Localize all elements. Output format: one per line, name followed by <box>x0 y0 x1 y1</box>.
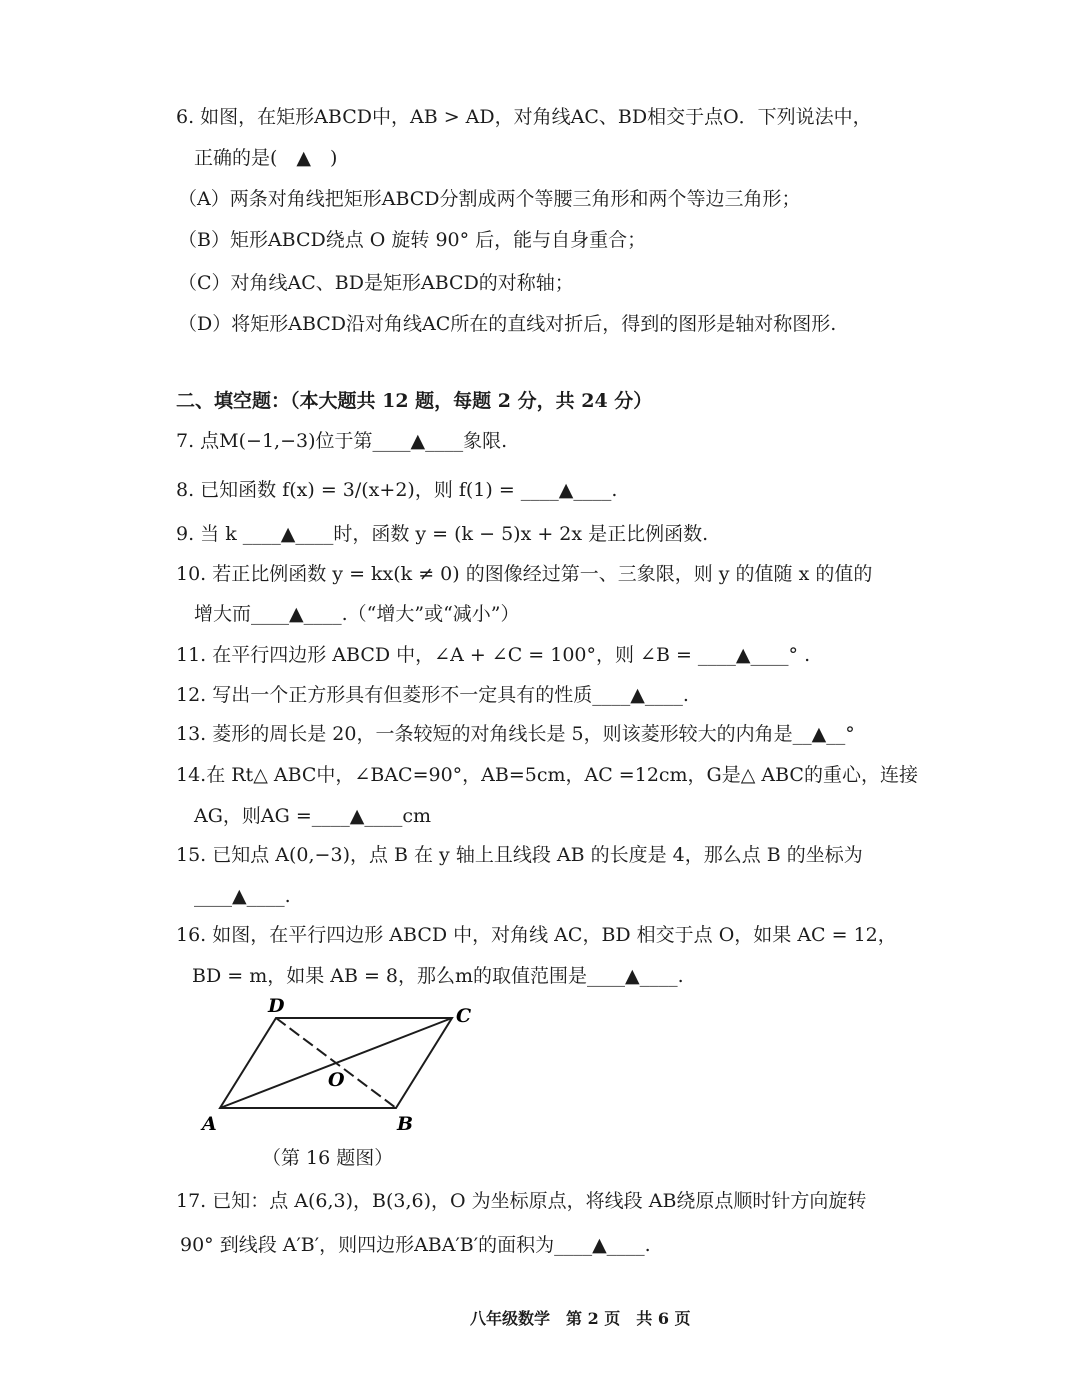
question-7: 7. 点M(−1,−3)位于第____▲____象限. <box>176 430 508 452</box>
question-9: 9. 当 k ____▲____时，函数 y = (k − 5)x + 2x 是正比例函数. <box>176 523 709 545</box>
q6-option-c: （C）对角线AC、BD是矩形ABCD的对称轴； <box>178 272 574 294</box>
diagonal-bd <box>276 1018 396 1108</box>
page-footer: 八年级数学 第 2 页 共 6 页 <box>470 1309 691 1328</box>
question-14-line1: 14.在 Rt△ ABC中，∠BAC=90°，AB=5cm，AC =12cm，G是△ ABC的重心，连接 <box>176 764 918 786</box>
q6-option-d: （D）将矩形ABCD沿对角线AC所在的直线对折后，得到的图形是轴对称图形. <box>178 313 837 335</box>
question-15-line1: 15. 已知点 A(0,−3)，点 B 在 y 轴上且线段 AB 的长度是 4，那么点 B 的坐标为 <box>176 844 863 866</box>
vertex-label-d: D <box>268 995 285 1017</box>
question-11: 11. 在平行四边形 ABCD 中，∠A + ∠C = 100°，则 ∠B = ____▲____° . <box>176 644 811 666</box>
question-13: 13. 菱形的周长是 20，一条较短的对角线长是 5，则该菱形较大的内角是__▲__° <box>176 723 855 745</box>
vertex-label-o: O <box>328 1069 345 1091</box>
question-10-line1: 10. 若正比例函数 y = kx(k ≠ 0) 的图像经过第一、三象限，则 y 的值随 x 的值的 <box>176 563 873 585</box>
question-16-line1: 16. 如图，在平行四边形 ABCD 中，对角线 AC，BD 相交于点 O，如果 AC = 12， <box>176 924 897 946</box>
question-16-line2: BD = m，如果 AB = 8，那么m的取值范围是____▲____. <box>192 965 684 987</box>
question-17-line2: 90° 到线段 A′B′，则四边形ABA′B′的面积为____▲____. <box>180 1234 651 1256</box>
section2-title: 二、填空题：（本大题共 12 题，每题 2 分，共 24 分） <box>176 390 653 412</box>
q6-option-b: （B）矩形ABCD绕点 O 旋转 90° 后，能与自身重合； <box>178 229 647 251</box>
question-15-line2: ____▲____. <box>194 885 291 907</box>
vertex-label-b: B <box>397 1113 414 1135</box>
question-10-line2: 增大而____▲____.（“增大”或“减小”） <box>194 603 520 625</box>
vertex-label-c: C <box>456 1005 472 1027</box>
vertex-label-a: A <box>202 1113 217 1135</box>
parallelogram-figure <box>190 990 490 1140</box>
q6-stem-line2: 正确的是( ▲ ) <box>194 147 338 169</box>
q6-stem-line1: 6. 如图，在矩形ABCD中，AB > AD，对角线AC、BD相交于点O．下列说法中， <box>176 106 872 128</box>
q6-option-a: （A）两条对角线把矩形ABCD分割成两个等腰三角形和两个等边三角形； <box>178 188 801 210</box>
question-17-line1: 17. 已知：点 A(6,3)，B(3,6)，O 为坐标原点，将线段 AB绕原点顺时针方向旋转 <box>176 1190 867 1212</box>
question-8: 8. 已知函数 f(x) = 3/(x+2)，则 f(1) = ____▲____. <box>176 479 618 501</box>
question-12: 12. 写出一个正方形具有但菱形不一定具有的性质____▲____. <box>176 684 689 706</box>
figure16-caption: （第 16 题图） <box>262 1147 394 1169</box>
question-14-line2: AG，则AG =____▲____cm <box>194 805 432 827</box>
